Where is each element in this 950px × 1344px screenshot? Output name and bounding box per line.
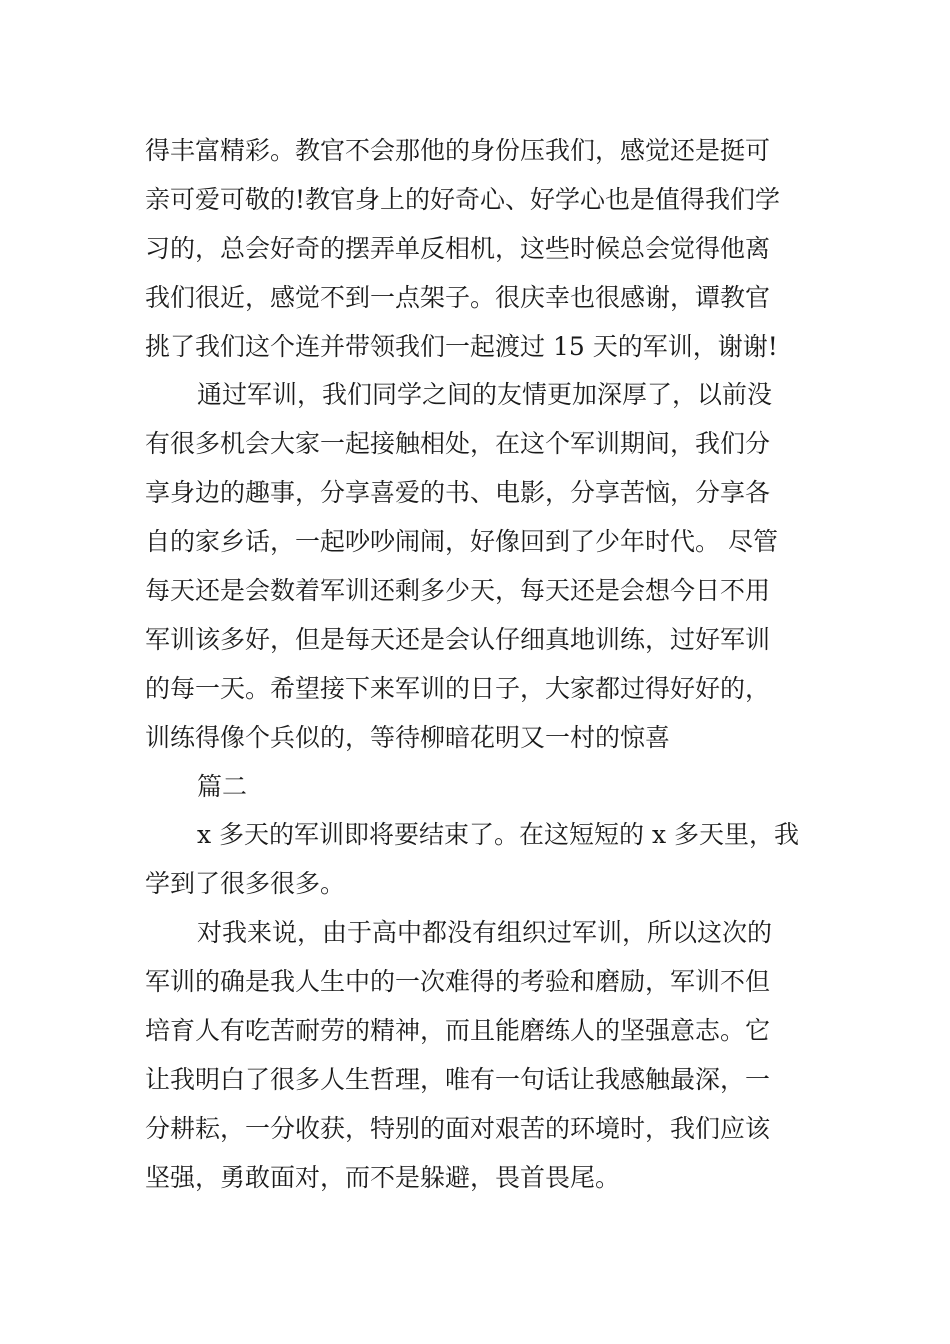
text-line: 习的，总会好奇的摆弄单反相机，这些时候总会觉得他离 xyxy=(145,233,771,263)
text-line: 得丰富精彩。教官不会那他的身份压我们，感觉还是挺可 xyxy=(145,136,771,165)
text-line: 分耕耘，一分收获，特别的面对艰苦的环境时，我们应该 xyxy=(145,1113,771,1143)
text-line: 每天还是会数着军训还剩多少天，每天还是会想今日不用 xyxy=(145,576,771,606)
paragraph-start-line: 通过军训，我们同学之间的友情更加深厚了，以前没 xyxy=(197,380,773,410)
text-line: 训练得像个兵似的，等待柳暗花明又一村的惊喜 xyxy=(145,722,671,752)
text-line: 享身边的趣事，分享喜爱的书、电影，分享苦恼，分享各 xyxy=(145,478,771,508)
section-heading: 篇二 xyxy=(197,771,248,801)
text-line: 军训该多好，但是每天还是会认仔细真地训练，过好军训 xyxy=(145,624,771,654)
text-line: 自的家乡话，一起吵吵闹闹，好像回到了少年时代。 尽管 xyxy=(145,527,778,557)
paragraph-start-line: x 多天的军训即将要结束了。在这短短的 x 多天里，我 xyxy=(197,820,800,850)
text-line: 让我明白了很多人生哲理，唯有一句话让我感触最深，一 xyxy=(145,1064,771,1094)
text-line: 军训的确是我人生中的一次难得的考验和磨励，军训不但 xyxy=(145,967,771,997)
text-line: 我们很近，感觉不到一点架子。很庆幸也很感谢，谭教官 xyxy=(145,282,771,312)
text-line: 坚强，勇敢面对，而不是躲避，畏首畏尾。 xyxy=(145,1162,621,1192)
text-line: 有很多机会大家一起接触相处，在这个军训期间，我们分 xyxy=(145,429,771,459)
paragraph-start-line: 对我来说，由于高中都没有组织过军训，所以这次的 xyxy=(197,918,773,948)
text-line: 亲可爱可敬的!教官身上的好奇心、好学心也是值得我们学 xyxy=(145,184,781,214)
text-line: 挑了我们这个连并带领我们一起渡过 15 天的军训，谢谢! xyxy=(145,331,778,361)
text-line: 培育人有吃苦耐劳的精神，而且能磨练人的坚强意志。它 xyxy=(145,1016,771,1046)
document-body xyxy=(145,127,810,1203)
text-line: 学到了很多很多。 xyxy=(145,869,346,899)
text-line: 的每一天。希望接下来军训的日子，大家都过得好好的， xyxy=(145,673,771,703)
